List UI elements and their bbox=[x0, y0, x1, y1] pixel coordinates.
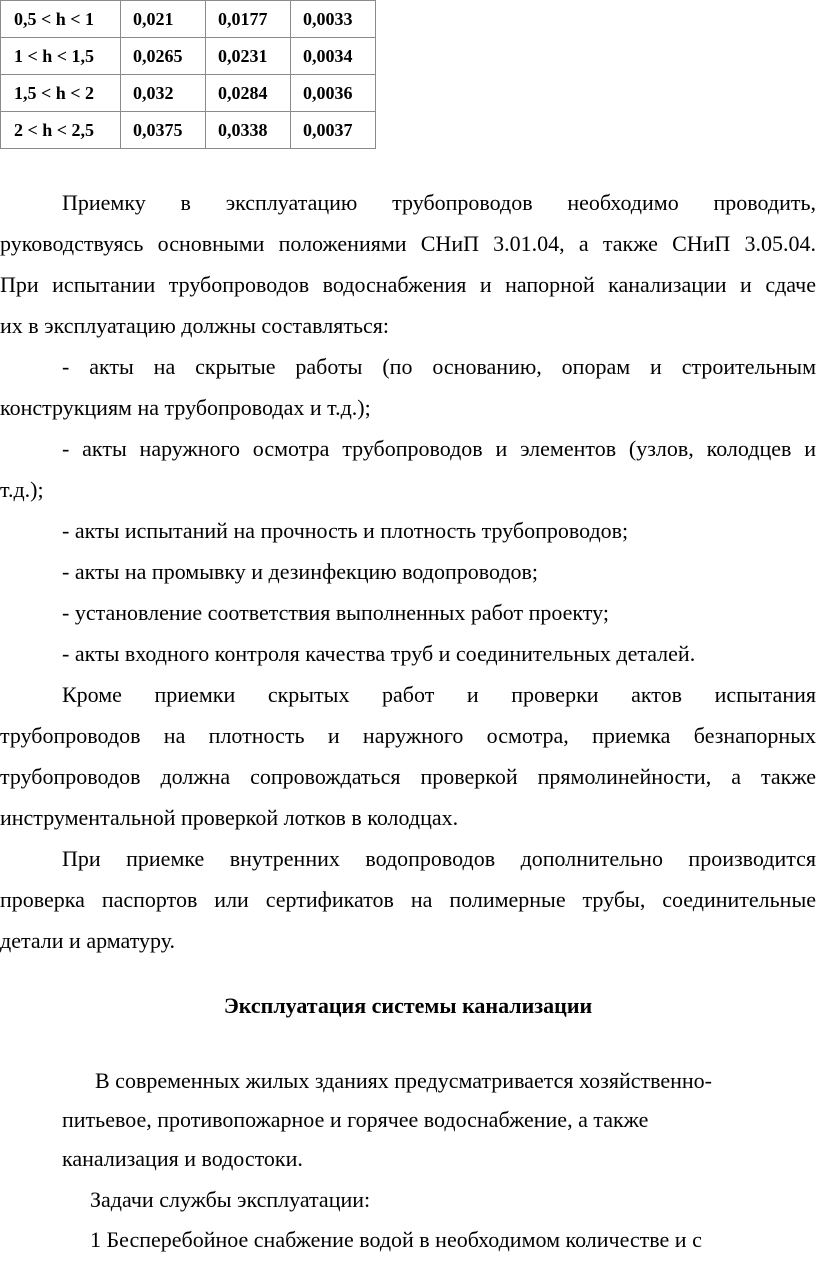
table-cell: 0,5 < h < 1 bbox=[1, 1, 121, 38]
list-item: т.д.); bbox=[0, 477, 44, 502]
table-cell: 0,0033 bbox=[291, 1, 376, 38]
list-item: конструкциям на трубопроводах и т.д.); bbox=[0, 395, 371, 420]
paragraph-line: проверка паспортов или сертификатов на полимерные трубы, соединительные bbox=[0, 887, 816, 912]
table-cell: 0,0036 bbox=[291, 75, 376, 112]
paragraph-line: трубопроводов на плотность и наружного осмотра, приемка безнапорных bbox=[0, 723, 816, 748]
coefficient-table bbox=[0, 0, 376, 149]
table-cell: 0,0284 bbox=[206, 75, 291, 112]
table-row bbox=[1, 112, 376, 149]
table-cell: 0,0338 bbox=[206, 112, 291, 149]
list-item: - акты на скрытые работы (по основанию, опорам и строительным bbox=[62, 354, 816, 379]
paragraph-line: Кроме приемки скрытых работ и проверки актов испытания bbox=[62, 682, 816, 707]
paragraph-line: питьевое, противопожарное и горячее водоснабжение, а также bbox=[62, 1107, 649, 1132]
paragraph-line: В современных жилых зданиях предусматривается хозяйственно- bbox=[95, 1068, 712, 1093]
paragraph-line: канализация и водостоки. bbox=[62, 1146, 303, 1171]
paragraph-line: 1 Бесперебойное снабжение водой в необходимом количестве и с bbox=[90, 1227, 702, 1252]
paragraph-line: инструментальной проверкой лотков в колодцах. bbox=[0, 805, 459, 830]
list-item: - акты на промывку и дезинфекцию водопроводов; bbox=[62, 559, 539, 584]
table-cell: 1,5 < h < 2 bbox=[1, 75, 121, 112]
paragraph-line: руководствуясь основными положениями СНиП 3.01.04, а также СНиП 3.05.04. bbox=[0, 231, 816, 256]
list-item: - акты наружного осмотра трубопроводов и элементов (узлов, колодцев и bbox=[62, 436, 816, 461]
table-row bbox=[1, 38, 376, 75]
paragraph-line: Задачи службы эксплуатации: bbox=[90, 1187, 371, 1212]
paragraph-line: детали и арматуру. bbox=[0, 928, 176, 953]
table-row bbox=[1, 75, 376, 112]
table-cell: 1 < h < 1,5 bbox=[1, 38, 121, 75]
paragraph-line: их в эксплуатацию должны составляться: bbox=[0, 313, 389, 338]
paragraph-line: При приемке внутренних водопроводов дополнительно производится bbox=[62, 846, 816, 871]
table-cell: 0,0375 bbox=[121, 112, 206, 149]
list-item: - установление соответствия выполненных работ проекту; bbox=[62, 600, 609, 625]
table-cell: 2 < h < 2,5 bbox=[1, 112, 121, 149]
table-cell: 0,0265 bbox=[121, 38, 206, 75]
table-cell: 0,0037 bbox=[291, 112, 376, 149]
table-cell: 0,021 bbox=[121, 1, 206, 38]
list-item: - акты входного контроля качества труб и соединительных деталей. bbox=[62, 641, 696, 666]
paragraph-line: трубопроводов должна сопровождаться проверкой прямолинейности, а также bbox=[0, 764, 816, 789]
section-heading: Эксплуатация системы канализации bbox=[223, 993, 593, 1018]
list-item: - акты испытаний на прочность и плотность трубопроводов; bbox=[62, 518, 629, 543]
paragraph-line: Приемку в эксплуатацию трубопроводов необходимо проводить, bbox=[62, 190, 816, 215]
table-cell: 0,032 bbox=[121, 75, 206, 112]
table-cell: 0,0231 bbox=[206, 38, 291, 75]
table-cell: 0,0177 bbox=[206, 1, 291, 38]
paragraph-line: При испытании трубопроводов водоснабжения и напорной канализации и сдаче bbox=[0, 272, 816, 297]
table-cell: 0,0034 bbox=[291, 38, 376, 75]
table-row bbox=[1, 1, 376, 38]
